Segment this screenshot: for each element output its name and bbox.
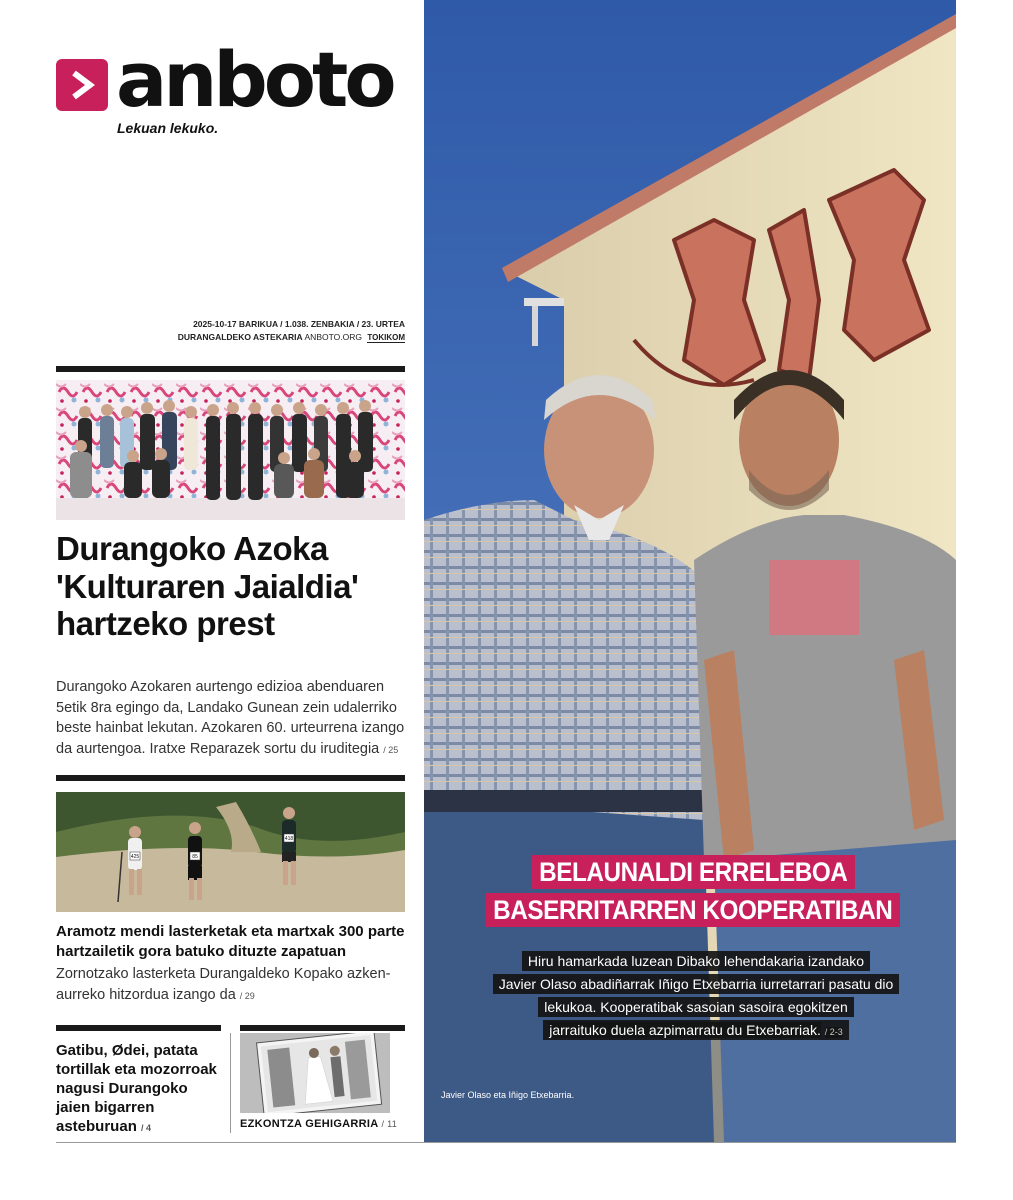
jaiak-page-ref[interactable]: / 4 (141, 1123, 152, 1134)
page-bottom-rule (56, 1142, 956, 1143)
divider-rule (240, 1025, 405, 1031)
hero-text-line: lekukoa. Kooperatibak sasoian sasoira egokitzen (538, 997, 854, 1017)
hero-kicker-line2: BASERRITARREN KOOPERATIBAN (486, 893, 900, 927)
hero-summary (486, 951, 906, 1043)
site-link[interactable]: ANBOTO.ORG (304, 332, 362, 342)
hero-text-line: Javier Olaso abadiñarrak Iñigo Etxebarria iurretarrari pasatu dio (493, 974, 900, 994)
play-arrow-icon (56, 59, 108, 111)
anboto-logo (56, 35, 393, 124)
ezkontza-label-text: EZKONTZA GEHIGARRIA (240, 1118, 379, 1130)
hero-kicker-line1: BELAUNALDI ERRELEBOA (532, 855, 855, 889)
jaiak-headline[interactable] (56, 1041, 226, 1136)
azoka-body-text: Durangoko Azokaren aurtengo edizioa abenduaren 5etik 8ra egingo da, Landako Gunean zein udalerriko beste hainbat lekutan. Azokaren 60. urteurrena izango da aurtengoa. Iratxe Reparazek sortu du iruditegia (56, 679, 405, 757)
issue-info: 2025-10-17 BARIKUA / 1.038. ZENBAKIA / 23. URTEA (193, 319, 405, 329)
hero-text-line: jarraituko duela azpimarratu du Etxebarriak. (549, 1022, 821, 1039)
divider-rule (56, 1025, 221, 1031)
divider-rule (56, 366, 405, 372)
hero-kicker[interactable] (458, 855, 928, 931)
ezkontza-label[interactable] (240, 1118, 397, 1130)
hero-text-line-last (543, 1020, 848, 1040)
divider-rule (56, 775, 405, 781)
aramotz-page-ref[interactable]: / 29 (239, 990, 255, 1001)
tokikom-badge: TOKIKOM (367, 333, 405, 342)
logo-wordmark: anboto (116, 35, 393, 124)
aramotz-body (56, 964, 406, 1005)
azoka-group-photo[interactable] (56, 380, 405, 520)
wedding-photo[interactable] (240, 1033, 390, 1113)
azoka-body (56, 677, 406, 759)
bib-number: 418 (284, 836, 294, 842)
bib-number: 425 (130, 854, 140, 860)
tagline: Lekuan lekuko. (117, 120, 219, 136)
trail-race-photo[interactable] (56, 792, 405, 912)
aramotz-headline[interactable]: Aramotz mendi lasterketak eta martxak 300 parte hartzailetik gora batuko dituzte zapatuan (56, 923, 405, 960)
publication-line (178, 332, 405, 343)
azoka-page-ref[interactable]: / 25 (383, 744, 399, 755)
hero-page-ref[interactable]: / 2-3 (824, 1027, 843, 1038)
bib-number: 85 (192, 854, 198, 860)
ezkontza-page-ref[interactable]: / 11 (381, 1119, 398, 1129)
azoka-headline[interactable]: Durangoko Azoka 'Kulturaren Jaialdia' hartzeko prest (56, 530, 359, 643)
column-divider (230, 1033, 231, 1133)
aramotz-body-text: Zornotzako lasterketa Durangaldeko Kopako azken-aurreko hitzordua izango da (56, 966, 391, 1003)
publication-name: DURANGALDEKO ASTEKARIA (177, 332, 303, 342)
hero-caption: Javier Olaso eta Iñigo Etxebarria. (441, 1090, 575, 1100)
jaiak-headline-text: Gatibu, Ødei, patata tortillak eta mozorroak nagusi Durangoko jaien bigarren asteburuan (56, 1042, 217, 1136)
hero-text-line: Hiru hamarkada luzean Dibako lehendakaria izandako (522, 951, 870, 971)
